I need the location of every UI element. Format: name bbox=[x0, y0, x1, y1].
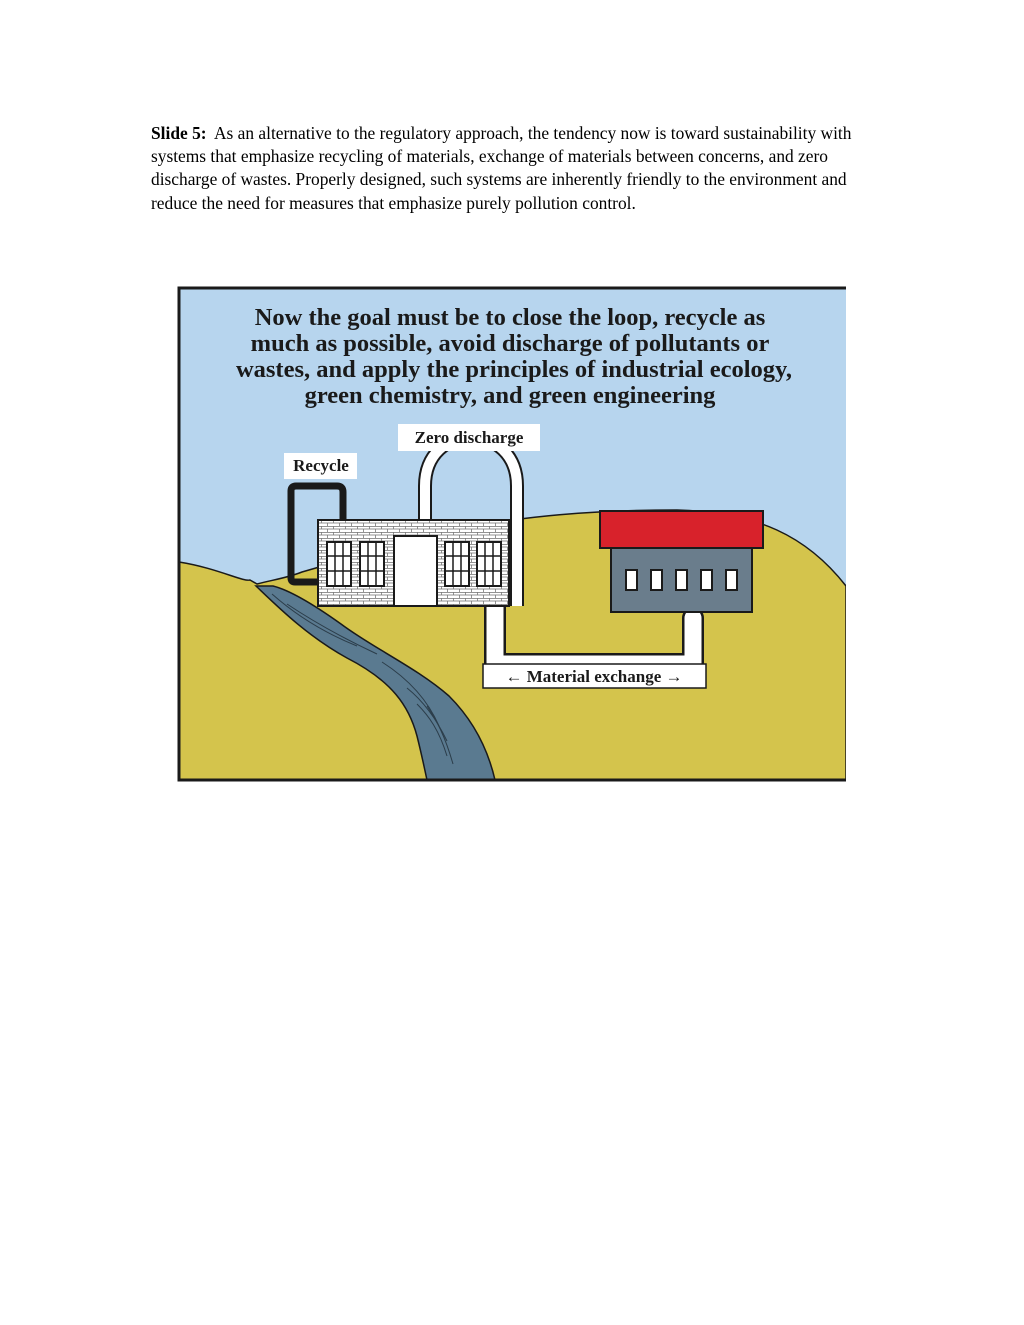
brick-factory bbox=[318, 520, 509, 606]
building-window bbox=[726, 570, 737, 590]
factory-window bbox=[327, 542, 351, 586]
zero-discharge-label bbox=[398, 424, 540, 451]
material-exchange-text: ← Material exchange → bbox=[505, 667, 683, 686]
building-window bbox=[701, 570, 712, 590]
slide-text: As an alternative to the regulatory approach, the tendency now is toward sustainability with systems that emphasize recycling of materials, exchange of materials between concerns, and zero discharge of wastes. Properly designed, such systems are inherently friendly to the environment and reduce the need for measures that emphasize purely pollution control. bbox=[151, 123, 852, 213]
illustration bbox=[177, 286, 846, 782]
slide-label: Slide 5: bbox=[151, 123, 207, 143]
factory-window bbox=[445, 542, 469, 586]
figure-title-line-1: Now the goal must be to close the loop, recycle as bbox=[254, 304, 766, 331]
zero-discharge-text: Zero discharge bbox=[414, 428, 524, 447]
slide-description bbox=[151, 122, 871, 215]
building-window bbox=[651, 570, 662, 590]
recycle-label bbox=[284, 453, 357, 479]
red-roof bbox=[600, 511, 763, 548]
building-window bbox=[626, 570, 637, 590]
partner-building bbox=[600, 511, 763, 612]
recycle-text: Recycle bbox=[293, 456, 349, 475]
figure-title-line-2: much as possible, avoid discharge of pollutants or bbox=[250, 330, 770, 357]
factory-window bbox=[360, 542, 384, 586]
building-window bbox=[676, 570, 687, 590]
material-exchange-label bbox=[483, 664, 706, 688]
figure-title-line-4: green chemistry, and green engineering bbox=[304, 382, 716, 409]
factory-door bbox=[394, 536, 437, 606]
figure-title-line-3: wastes, and apply the principles of industrial ecology, bbox=[235, 356, 793, 383]
factory-window bbox=[477, 542, 501, 586]
